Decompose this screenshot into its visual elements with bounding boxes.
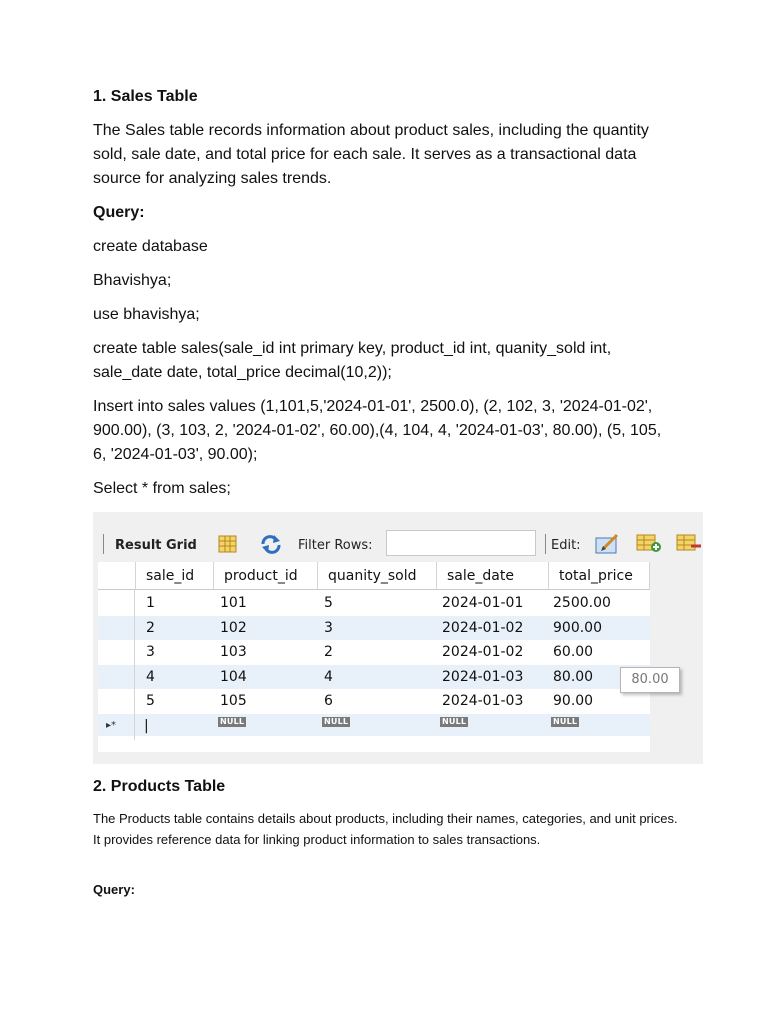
table-row[interactable] bbox=[98, 640, 650, 665]
section-heading-sales: 1. Sales Table bbox=[93, 88, 198, 105]
cell-product-id[interactable]: 101 bbox=[220, 595, 247, 611]
table-row[interactable] bbox=[98, 591, 650, 616]
cell-quanity-sold[interactable]: 2 bbox=[324, 644, 333, 660]
null-badge: NULL bbox=[553, 716, 578, 726]
cell-sale-id[interactable]: 5 bbox=[146, 693, 155, 709]
query-label: Query: bbox=[93, 204, 145, 221]
column-header[interactable]: product_id bbox=[214, 562, 318, 590]
cell-sale-date[interactable]: 2024-01-01 bbox=[442, 595, 524, 611]
null-badge: NULL bbox=[220, 716, 245, 726]
sales-description: The Sales table records information about product sales, including the quantity sold, sale date, and total price for each sale. It serves as a transactional data source for analyzing sales trends. bbox=[93, 122, 649, 187]
query-label: Query: bbox=[93, 882, 135, 897]
column-header[interactable]: sale_date bbox=[437, 562, 549, 590]
cell-sale-id[interactable]: 3 bbox=[146, 644, 155, 660]
cell-product-id[interactable]: 102 bbox=[220, 619, 247, 636]
cell-sale-date[interactable]: 2024-01-03 bbox=[442, 668, 524, 685]
table-row[interactable] bbox=[98, 616, 650, 641]
null-badge: NULL bbox=[442, 716, 467, 726]
cell-total-price[interactable]: 2500.00 bbox=[553, 595, 611, 611]
cell-sale-id[interactable]: 2 bbox=[146, 619, 155, 636]
sql-select: Select * from sales; bbox=[93, 480, 231, 497]
refresh-icon[interactable] bbox=[259, 534, 281, 554]
table-row[interactable] bbox=[98, 689, 650, 714]
cell-quanity-sold[interactable]: 6 bbox=[324, 693, 333, 709]
cell-sale-id[interactable]: 4 bbox=[146, 668, 155, 685]
column-header[interactable]: total_price bbox=[549, 562, 650, 590]
edit-label: Edit: bbox=[551, 538, 581, 553]
cell-sale-date[interactable]: 2024-01-02 bbox=[442, 644, 524, 660]
cell-product-id[interactable]: 105 bbox=[220, 693, 247, 709]
sql-insert: Insert into sales values (1,101,5,'2024-01-01', 2500.0), (2, 102, 3, '2024-01-02', 900.00), (3, 103, 2, '2024-01-02', 60.00),(4, 104, 4, '2024-01-03', 80.00), (5, 105, 6, '2024-01-03', 90.00); bbox=[93, 398, 662, 463]
filter-rows-input[interactable] bbox=[386, 530, 536, 556]
section-heading-products: 2. Products Table bbox=[93, 778, 226, 795]
result-grid-screenshot bbox=[93, 512, 703, 764]
result-grid-tab[interactable]: Result Grid bbox=[115, 538, 197, 553]
column-header[interactable]: sale_id bbox=[136, 562, 214, 590]
products-description: The Products table contains details about products, including their names, categories, and unit prices. It provides reference data for linking product information to sales transactions. bbox=[93, 811, 678, 847]
new-row[interactable] bbox=[98, 714, 650, 736]
cell-sale-date[interactable]: 2024-01-02 bbox=[442, 619, 524, 636]
text-cursor: | bbox=[144, 717, 149, 734]
cell-total-price[interactable]: 80.00 bbox=[553, 668, 594, 685]
table-row[interactable] bbox=[98, 665, 650, 690]
sql-line: create database bbox=[93, 238, 208, 255]
row-header-corner bbox=[98, 562, 136, 590]
cell-sale-id[interactable]: 1 bbox=[146, 595, 155, 611]
cell-sale-date[interactable]: 2024-01-03 bbox=[442, 693, 524, 709]
new-row-marker: ▸* bbox=[106, 719, 117, 731]
sql-line: Bhavishya; bbox=[93, 272, 172, 289]
column-header[interactable]: quanity_sold bbox=[318, 562, 437, 590]
sql-line: use bhavishya; bbox=[93, 306, 200, 323]
edit-cell-icon[interactable] bbox=[595, 532, 617, 552]
add-row-icon[interactable] bbox=[636, 532, 658, 552]
cell-product-id[interactable]: 104 bbox=[220, 668, 247, 685]
cell-tooltip: 80.00 bbox=[620, 667, 680, 693]
cell-quanity-sold[interactable]: 5 bbox=[324, 595, 333, 611]
cell-total-price[interactable]: 90.00 bbox=[553, 693, 594, 709]
cell-product-id[interactable]: 103 bbox=[220, 644, 247, 660]
cell-quanity-sold[interactable]: 4 bbox=[324, 668, 333, 685]
sql-create-table: create table sales(sale_id int primary key, product_id int, quanity_sold int, sale_date date, total_price decimal(10,2)); bbox=[93, 340, 612, 381]
result-grid-table bbox=[98, 562, 650, 752]
filter-rows-label: Filter Rows: bbox=[298, 538, 373, 553]
delete-row-icon[interactable] bbox=[676, 532, 703, 552]
row-gutter bbox=[98, 590, 135, 740]
cell-total-price[interactable]: 900.00 bbox=[553, 619, 602, 636]
null-badge: NULL bbox=[324, 716, 349, 726]
grid-layout-icon[interactable] bbox=[217, 534, 239, 554]
cell-total-price[interactable]: 60.00 bbox=[553, 644, 594, 660]
cell-quanity-sold[interactable]: 3 bbox=[324, 619, 333, 636]
